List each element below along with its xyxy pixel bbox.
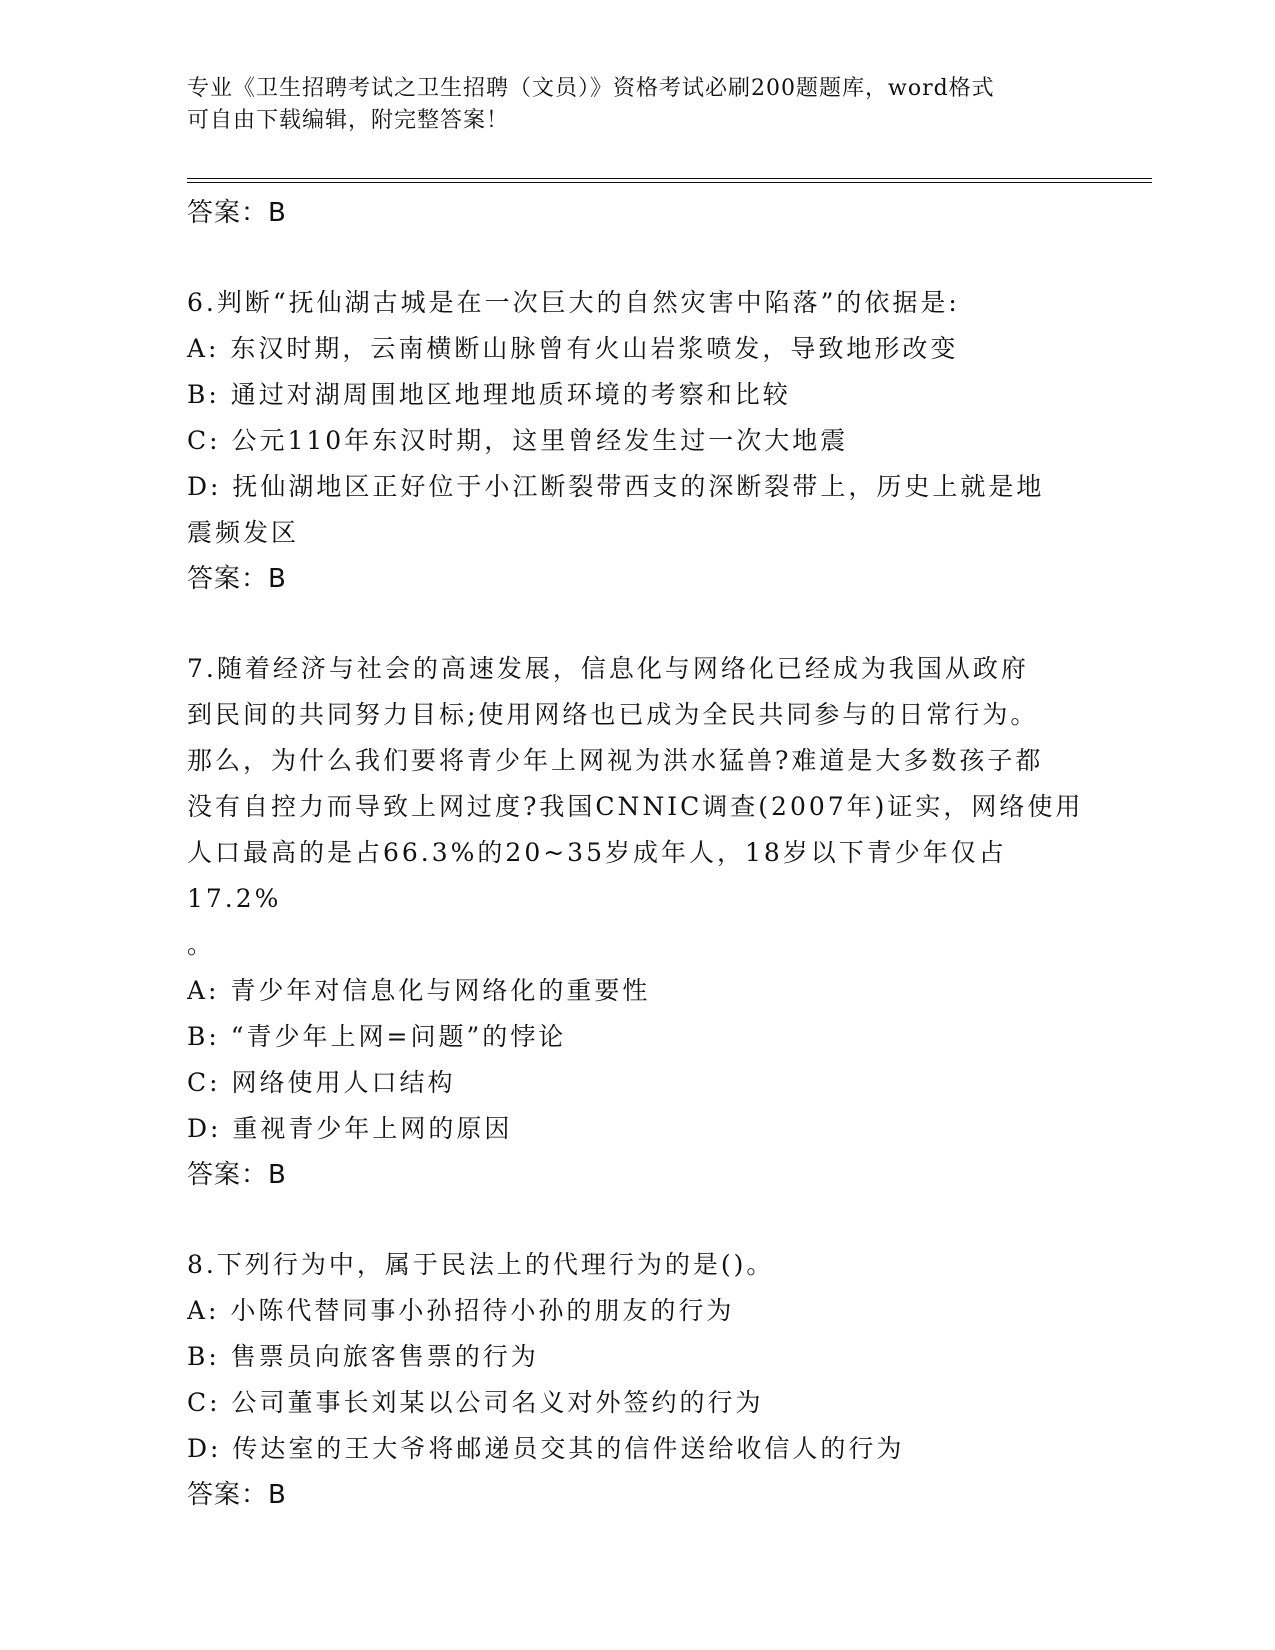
answer-line: 答案：B bbox=[187, 1480, 287, 1510]
option-line: B: 通过对湖周围地区地理地质环境的考察和比较 bbox=[187, 380, 791, 409]
option-line: C: 公司董事长刘某以公司名义对外签约的行为 bbox=[187, 1388, 764, 1417]
questions-container bbox=[187, 280, 1087, 1518]
option-line: D: 传达室的王大爷将邮递员交其的信件送给收信人的行为 bbox=[187, 1434, 905, 1463]
question-stem-line: 7.随着经济与社会的高速发展，信息化与网络化已经成为我国从政府 bbox=[187, 654, 1029, 683]
header-divider bbox=[187, 178, 1152, 183]
option-line: A: 东汉时期，云南横断山脉曾有火山岩浆喷发，导致地形改变 bbox=[187, 334, 959, 363]
question-block bbox=[187, 646, 1087, 1198]
document-header bbox=[187, 73, 1087, 137]
question-block bbox=[187, 280, 1087, 602]
question-stem-line: 8.下列行为中，属于民法上的代理行为的是()。 bbox=[187, 1250, 775, 1279]
header-line-1: 专业《卫生招聘考试之卫生招聘（文员）》资格考试必刷200题题库，word格式 bbox=[187, 76, 995, 101]
option-line: B: “青少年上网=问题”的悖论 bbox=[187, 1022, 567, 1051]
question-list bbox=[187, 190, 1087, 1518]
option-line: C: 公元110年东汉时期，这里曾经发生过一次大地震 bbox=[187, 426, 849, 455]
answer-line: 答案：B bbox=[187, 198, 287, 228]
question-stem-line: 。 bbox=[187, 930, 216, 959]
question-stem-line: 没有自控力而导致上网过度?我国CNNIC调查(2007年)证实，网络使用 bbox=[187, 792, 1084, 821]
answer-line: 答案：B bbox=[187, 564, 287, 594]
option-line: C: 网络使用人口结构 bbox=[187, 1068, 456, 1097]
question-stem-line: 人口最高的是占66.3%的20~35岁成年人，18岁以下青少年仅占17.2% bbox=[187, 838, 1007, 913]
option-line: B: 售票员向旅客售票的行为 bbox=[187, 1342, 539, 1371]
header-line-2: 可自由下载编辑，附完整答案！ bbox=[187, 108, 510, 133]
answer-line: 答案：B bbox=[187, 1160, 287, 1190]
option-line: D: 重视青少年上网的原因 bbox=[187, 1114, 513, 1143]
question-stem-line: 到民间的共同努力目标;使用网络也已成为全民共同参与的日常行为。 bbox=[187, 700, 1039, 729]
option-line: D: 抚仙湖地区正好位于小江断裂带西支的深断裂带上，历史上就是地 bbox=[187, 472, 1045, 501]
option-line: A: 青少年对信息化与网络化的重要性 bbox=[187, 976, 651, 1005]
question-stem-line: 6.判断“抚仙湖古城是在一次巨大的自然灾害中陷落”的依据是: bbox=[187, 288, 960, 317]
question-stem-line: 那么，为什么我们要将青少年上网视为洪水猛兽?难道是大多数孩子都 bbox=[187, 746, 1044, 775]
option-line: A: 小陈代替同事小孙招待小孙的朋友的行为 bbox=[187, 1296, 735, 1325]
question-block bbox=[187, 1242, 1087, 1518]
option-line: 震频发区 bbox=[187, 518, 300, 547]
